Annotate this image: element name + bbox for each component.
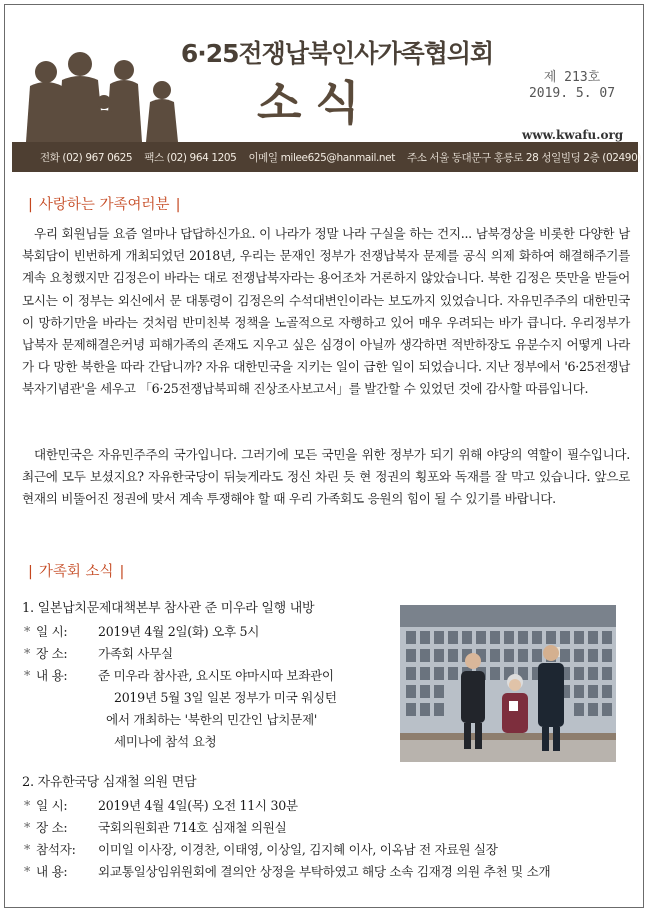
section-heading-news: | 가족회 소식 | bbox=[28, 564, 125, 580]
meeting-photo-image bbox=[400, 605, 616, 762]
news-item-2-date: * 일 시: 2019년 4월 4일(목) 오전 11시 30분 bbox=[24, 798, 298, 813]
meeting-photo bbox=[400, 605, 616, 762]
masthead bbox=[12, 12, 638, 142]
section-heading-family: | 사랑하는 가족여러분 | bbox=[28, 197, 181, 213]
organization-name: 6·25전쟁납북인사가족협의회 bbox=[180, 39, 494, 68]
news-item-1-content-line: 세미나에 참석 요청 bbox=[114, 734, 217, 749]
newsletter-title: 소식 bbox=[257, 76, 374, 130]
news-item-2-attendees: * 참석자: 이미일 이사장, 이경찬, 이태영, 이상일, 김지혜 이사, 이옥남 전 자료원 실장 bbox=[24, 842, 498, 857]
contact-address: 주소 서울 동대문구 홍릉로 28 성일빌딩 2층 (02490) bbox=[406, 151, 642, 164]
issue-date: 2019. 5. 07 bbox=[528, 86, 616, 101]
section-heading-text: 가족회 소식 bbox=[38, 564, 114, 580]
news-item-1-content-line: 에서 개최하는 '북한의 민간인 납치문제' bbox=[106, 712, 317, 727]
contact-email[interactable]: 이메일 milee625@hanmail.net bbox=[248, 151, 395, 164]
letter-paragraph-1: 우리 회원님들 요즘 얼마나 답답하신가요. 이 나라가 정말 나라 구실을 하는 건지... 남북경상을 비롯한 다양한 남북회담이 빈번하게 개최되었던 2018년, 우리는 문재인 정부가 전쟁납북자 문제를 공식 의제 화하여 해결해주기를 계속 요청했지만 김정은이 바라는 대로 전쟁납북자라는 용어조차 거론하지 않았습니다. 북한 김정은 뜻만을 받들어 모시는 이 정부는 외신에서 문 대통령이 김정은의 수석대변인이라는 보도까지 있었습니다. 자유민주주의 대한민국이 망하기만을 바라는 것처럼 반미친북 정책을 노골적으로 자행하고 있어 매우 우려되는 바가 큽니다. 우리정부가 납북자 문제해결은커녕 피해가족의 존재도 지우고 싶은 심경이 아닐까 생각하면 적반하장도 유분수지 어떻게 나라가 다 망한 북한을 따라 간답니까? 자유 대한민국을 지키는 일이 급한 일이 되었습니다. 지난 정부에서 '6·25전쟁납북자기념관'을 세우고 「6·25전쟁납북피해 진상조사보고서」를 발간할 수 있었던 것에 감사할 따름입니다. bbox=[22, 226, 630, 397]
news-item-1-place: * 장 소: 가족회 사무실 bbox=[24, 646, 173, 661]
news-item-1-content: * 내 용: 준 미우라 참사관, 요시또 야마시따 보좌관이 bbox=[24, 668, 334, 683]
issue-number: 제 213호 bbox=[543, 70, 601, 85]
news-item-1-date: * 일 시: 2019년 4월 2일(화) 오후 5시 bbox=[24, 624, 260, 639]
news-item-2-content: * 내 용: 외교통일상임위원회에 결의안 상정을 부탁하였고 해당 소속 김재경 의원 추천 및 소개 bbox=[24, 864, 551, 879]
contact-fax: 팩스 (02) 964 1205 bbox=[144, 151, 237, 164]
news-item-2-place: * 장 소: 국회의원회관 714호 심재철 의원실 bbox=[24, 820, 287, 835]
website-link[interactable]: www.kwafu.org bbox=[522, 128, 624, 142]
contact-phone: 전화 (02) 967 0625 bbox=[40, 151, 133, 164]
contact-bar bbox=[12, 142, 642, 172]
family-silhouette-icon bbox=[12, 12, 192, 142]
news-item-1-content-line: 2019년 5월 3일 일본 정부가 미국 워싱턴 bbox=[114, 690, 337, 705]
news-item-2-title: 2. 자유한국당 심재철 의원 면담 bbox=[22, 775, 197, 790]
letter-paragraph-2: 대한민국은 자유민주주의 국가입니다. 그러기에 모든 국민을 위한 정부가 되기 위해 야당의 역할이 필수입니다. 최근에 모두 보셨지요? 자유한국당이 뒤늦게라도 정신 차린 듯 현 정권의 횡포와 독재를 잘 막고 있습니다. 앞으로 현재의 비뚤어진 정권에 맞서 계속 투쟁해야 할 때 우리 가족회도 응원의 힘이 될 수 있기를 바랍니다. bbox=[22, 447, 630, 507]
section-heading-text: 사랑하는 가족여러분 bbox=[38, 197, 170, 213]
news-item-1-title: 1. 일본납치문제대책본부 참사관 준 미우라 일행 내방 bbox=[22, 601, 315, 616]
